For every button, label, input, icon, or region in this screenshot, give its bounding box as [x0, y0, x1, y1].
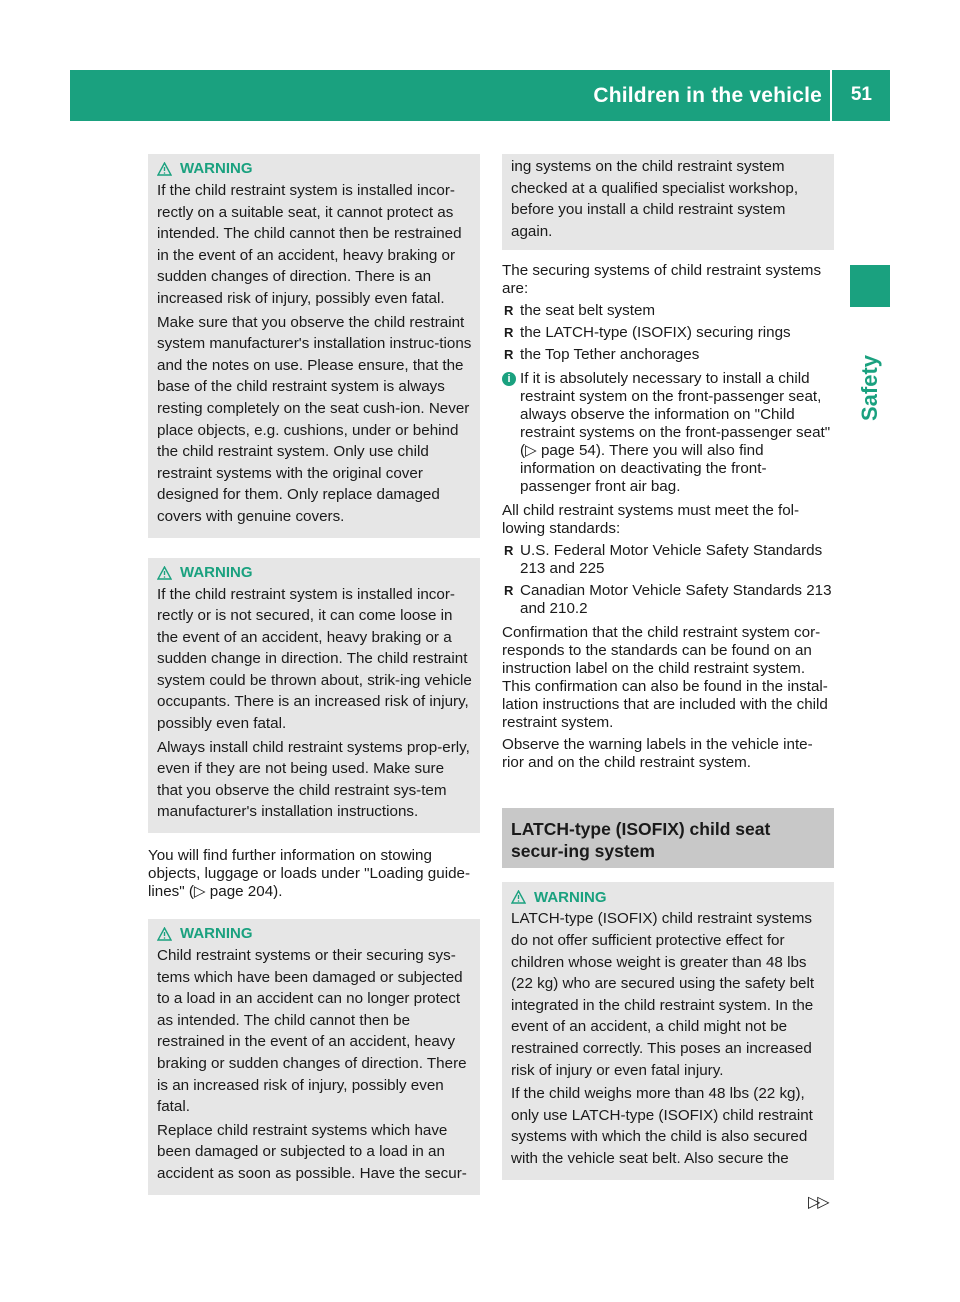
- list-item: R the LATCH-type (ISOFIX) securing rings: [502, 324, 834, 342]
- warning-box: [502, 882, 834, 1179]
- warning-text: Make sure that you observe the child restraint system manufacturer's installation instruc-tions and the notes on use. Please ensure, that the base of the child restraint system is always resting completely on the seat cush-ion. Never place objects, e.g. cushions, under or behind the child restraint system. Only use child restraint systems with the original cover designed for them. Only replace damaged covers with genuine covers.: [157, 313, 472, 525]
- body-text: The securing systems of child restraint systems are:: [502, 262, 822, 298]
- warning-text: If the child restraint system is installed incor-rectly or is not secured, it can come loose in the event of an accident, heavy braking or a sudden change in direction. The child restraint system could be thrown about, strik-ing vehicle occupants. There is an increased risk of injury, possibly even fatal.: [157, 585, 472, 733]
- warning-box: [148, 154, 480, 538]
- list-item: R Canadian Motor Vehicle Safety Standards 213 and 210.2: [502, 582, 834, 618]
- info-note: [502, 370, 834, 496]
- page-header: [70, 70, 890, 121]
- warning-heading: [511, 886, 826, 908]
- standards-list: [502, 542, 834, 618]
- warning-label: WARNING: [180, 925, 253, 943]
- warning-label: WARNING: [180, 160, 253, 178]
- page-number: 51: [850, 84, 872, 105]
- warning-heading: [157, 923, 472, 945]
- header-divider: [830, 70, 832, 121]
- warning-text: Child restraint systems or their securing sys-tems which have been damaged or subjected to a load in an accident can no longer protect as intended. The child cannot then be restrained in the event of an accident, heavy braking or sudden changes of direction. There is an increased risk of injury, possibly even fatal.: [157, 947, 467, 1116]
- right-column: [502, 154, 834, 1194]
- warning-label: WARNING: [180, 563, 253, 581]
- warning-text: LATCH-type (ISOFIX) child restraint systems do not offer sufficient protective effect for children whose weight is greater than 48 lbs (22 kg) who are secured using the safety belt integrated in the child restraint system. In the event of an accident, a child might not be restrained correctly. This poses an increased risk of injury or even fatal injury.: [511, 910, 815, 1079]
- warning-text: Replace child restraint systems which have been damaged or subjected to a load in an accident as soon as possible. Have the secur-: [157, 1121, 467, 1182]
- chapter-title: Children in the vehicle: [593, 84, 822, 107]
- warning-text: If the child restraint system is installed incor-rectly on a suitable seat, it cannot protect as intended. The child cannot then be restrained in the event of an accident, heavy braking or sudden changes of direction. There is an increased risk of injury, possibly even fatal.: [157, 182, 462, 307]
- securing-systems-list: [502, 302, 834, 364]
- warning-text: Always install child restraint systems prop-erly, even if they are not being used. Make sure that you observe the child restraint sys-tem manufacturer's installation instructions.: [157, 738, 470, 821]
- warning-triangle-icon: [157, 927, 172, 941]
- list-item: R the seat belt system: [502, 302, 834, 320]
- warning-heading: [157, 158, 472, 180]
- body-text: All child restraint systems must meet the fol-lowing standards:: [502, 502, 800, 538]
- warning-box: [148, 919, 480, 1195]
- info-icon: i: [502, 372, 516, 386]
- warning-triangle-icon: [157, 566, 172, 580]
- list-item: R U.S. Federal Motor Vehicle Safety Standards 213 and 225: [502, 542, 834, 578]
- warning-text: ing systems on the child restraint system checked at a qualified specialist workshop, before you install a child restraint system again.: [511, 158, 799, 240]
- side-tab-label: Safety: [857, 354, 882, 422]
- warning-label: WARNING: [534, 888, 607, 906]
- section-heading: LATCH-type (ISOFIX) child seat secur-ing system: [502, 808, 834, 868]
- warning-triangle-icon: [157, 162, 172, 176]
- warning-continuation: [502, 154, 834, 250]
- body-text: You will find further information on stowing objects, luggage or loads under "Loading guide-lines" (▷ page 204).: [148, 847, 471, 901]
- warning-text: If the child weighs more than 48 lbs (22 kg), only use LATCH-type (ISOFIX) child restraint systems with which the child is also secured with the vehicle seat belt. Also secure the: [511, 1085, 813, 1167]
- continue-arrows-icon: ▷▷: [808, 1194, 827, 1211]
- left-column: [148, 154, 480, 1209]
- warning-triangle-icon: [511, 890, 526, 904]
- body-text: Observe the warning labels in the vehicle inte-rior and on the child restraint system.: [502, 736, 813, 772]
- body-text: Confirmation that the child restraint system cor-responds to the standards can be found on an instruction label on the child restraint system. This confirmation can also be found in the instal-lation instructions that are included with the child restraint system.: [502, 624, 828, 732]
- side-tab-marker: [850, 265, 890, 307]
- info-text: If it is absolutely necessary to install a child restraint system on the front-passenger seat, always observe the information on "Child restraint systems on the front-passenger seat" (▷ page 54). There you will also find information on deactivating the front-passenger front air bag.: [520, 370, 831, 496]
- list-item: R the Top Tether anchorages: [502, 346, 834, 364]
- warning-heading: [157, 562, 472, 584]
- warning-box: [148, 558, 480, 834]
